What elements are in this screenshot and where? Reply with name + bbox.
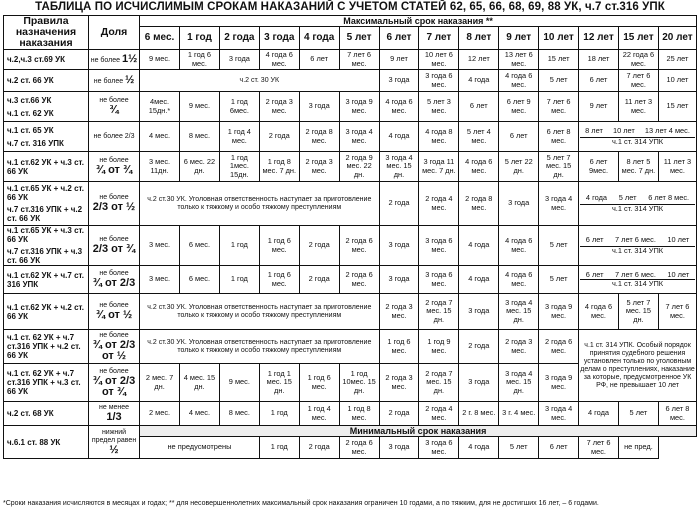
table-cell: 3 года 6 мес. [419, 226, 459, 266]
table-cell: 9 мес. [219, 364, 259, 402]
table-cell: 6 мес. [180, 266, 220, 294]
table-cell: 3 года 6 мес. [419, 266, 459, 294]
table-cell: 3 года 4 мес. [539, 402, 579, 426]
table-cell: 11 лет 3 мес. [618, 92, 658, 122]
table-cell: 6 лет 8 мес. [658, 402, 696, 426]
table-cell: 4 года [459, 70, 499, 92]
table-cell: 6 лет 9 мес. [499, 92, 539, 122]
term-header: 15 лет [618, 27, 658, 50]
table-cell: 1 год 6мес. [219, 92, 259, 122]
table-cell: 4 года 6 мес. [499, 266, 539, 294]
header-max-term: Максимальный срок наказания ** [140, 16, 697, 27]
row-dolya: не более ¾ от 2/3 от ½ [88, 330, 139, 364]
table-cell: 1 год [219, 266, 259, 294]
note-upk: ч.1 ст. 314 УПК [580, 137, 695, 146]
table-cell: 6 мес. [180, 226, 220, 266]
table-cell: 4 мес. [140, 122, 180, 152]
row-article: ч.6.1 ст. 88 УК [4, 426, 89, 459]
table-cell: 25 лет [658, 50, 696, 70]
table-cell: 4 мес. [180, 402, 220, 426]
table-cell: 9 мес. [140, 50, 180, 70]
row-dolya: не более ¾ [88, 92, 139, 122]
term-header: 12 лет [579, 27, 619, 50]
table-cell: 3 года 4 мес. 15 дн. [499, 294, 539, 330]
table-cell: 2 года 3 мес. [379, 364, 419, 402]
table-cell: 9 лет [379, 50, 419, 70]
row-note: ч.2 ст.30 УК. Уголовная ответственность наступает за приготовление только к тяжкому и особо тяжкому преступлениям [140, 330, 379, 364]
table-cell: 3 мес. [140, 226, 180, 266]
table-cell: 2 года 6 мес. [339, 226, 379, 266]
table-cell: 7 лет 6 мес. [339, 50, 379, 70]
table-cell: 3 года [499, 182, 539, 226]
table-row [4, 182, 697, 226]
term-header: 3 года [259, 27, 299, 50]
table-cell: 10 лет [658, 70, 696, 92]
table-cell: 2 года 3 мес. [499, 330, 539, 364]
table-cell-group: 8 лет 10 лет 13 лет 4 мес. ч.1 ст. 314 УПК [579, 122, 697, 152]
table-cell: 4 года [579, 402, 619, 426]
term-header: 20 лет [658, 27, 696, 50]
table-cell: 6 лет [459, 92, 499, 122]
row-dolya: не менее 1/3 [88, 402, 139, 426]
row-article: ч.1 ст.65 УК + ч.3 ст. 66 УК ч.7 ст.316 УПК + ч.3 ст. 66 УК [4, 226, 89, 266]
row-article: ч.1 ст.62 УК + ч.2 ст. 66 УК [4, 294, 89, 330]
row-dolya: не более ¾ от ¾ [88, 152, 139, 182]
header-rules: Правила назначения наказания [4, 16, 89, 50]
table-cell: 4 года 6 мес. [379, 92, 419, 122]
note-upk: ч.1 ст. 314 УПК [580, 246, 695, 255]
table-cell: 4 года 6 мес. [459, 152, 499, 182]
table-row [4, 50, 697, 70]
table-cell: 1 год [219, 226, 259, 266]
term-header: 10 лет [539, 27, 579, 50]
term-header: 7 лет [419, 27, 459, 50]
table-cell: 9 мес. [180, 92, 220, 122]
table-cell: 1 год 6 мес. [259, 226, 299, 266]
table-cell: 4 года 6 мес. [259, 50, 299, 70]
table-cell-group: 6 лет 7 лет 6 мес. 10 лет ч.1 ст. 314 УПК [579, 226, 697, 266]
row-dolya: не более 2/3 от ½ [88, 182, 139, 226]
table-cell: 8 лет 5 мес. 7 дн. [618, 152, 658, 182]
term-header: 6 мес. [140, 27, 180, 50]
row-dolya: не более ¾ от ½ [88, 294, 139, 330]
table-cell: 3 года 4 мес. [539, 182, 579, 226]
table-cell: 3 мес. [140, 266, 180, 294]
table-cell: 3 года [379, 70, 419, 92]
table-cell: 2 года 3 мес. [259, 92, 299, 122]
table-cell: 1 год 6 мес. [180, 50, 220, 70]
table-cell: 1 год [259, 402, 299, 426]
table-cell: 10 лет 6 мес. [419, 50, 459, 70]
table-cell: 2 года 4 мес. [419, 402, 459, 426]
row-article: ч.2 ст. 66 УК [4, 70, 89, 92]
table-cell: 5 лет 7 мес. 15 дн. [539, 152, 579, 182]
row-note: ч.2 ст. 30 УК [140, 70, 379, 92]
row-article: ч.1 ст.62 УК + ч.7 ст. 316 УПК [4, 266, 89, 294]
table-cell: 1 год 8 мес. 7 дн. [259, 152, 299, 182]
row-dolya: не более ½ [88, 70, 139, 92]
row-article: ч.2 ст. 68 УК [4, 402, 89, 426]
row-note: ч.2 ст.30 УК. Уголовная ответственность наступает за приготовление только к тяжкому и особо тяжкому преступлениям [140, 182, 379, 226]
table-cell: 8 мес. [219, 402, 259, 426]
table-cell: 7 лет 6 мес. [618, 70, 658, 92]
row-article: ч.1 ст.62 УК + ч.3 ст. 66 УК [4, 152, 89, 182]
table-row [4, 294, 697, 330]
table-row [4, 70, 697, 92]
table-cell: 4 года 6 мес. [499, 70, 539, 92]
table-cell: 3 мес. 11дн. [140, 152, 180, 182]
table-cell: не пред. [618, 437, 658, 459]
table-cell: 1 год 1мес. 15дн. [219, 152, 259, 182]
table-cell: 4 года [459, 437, 499, 459]
table-cell: 2 года 6 мес. [339, 437, 379, 459]
table-cell: 1 год 8 мес. [339, 402, 379, 426]
table-cell: 3 года [379, 226, 419, 266]
row-article: ч.1 ст. 65 УК ч.7 ст. 316 УПК [4, 122, 89, 152]
table-cell: 2 года 3 мес. [379, 294, 419, 330]
table-cell: 3 года [379, 437, 419, 459]
table-cell: 5 лет 22 дн. [499, 152, 539, 182]
note-upk: ч.1 ст. 314 УПК [580, 279, 695, 288]
table-cell: 4 года [459, 226, 499, 266]
table-cell: 2 года [299, 266, 339, 294]
table-cell: 5 лет [539, 266, 579, 294]
table-cell: 5 лет 3 мес. [419, 92, 459, 122]
table-cell: 5 лет [618, 402, 658, 426]
table-cell: 1 год 4 мес. [219, 122, 259, 152]
term-header: 5 лет [339, 27, 379, 50]
row-article: ч.3 ст.66 УК ч.1 ст. 62 УК [4, 92, 89, 122]
table-cell: 1 год 10мес. 15 дн. [339, 364, 379, 402]
row-article: ч.1 ст.65 УК + ч.2 ст. 66 УК ч.7 ст.316 УПК + ч.2 ст. 66 УК [4, 182, 89, 226]
table-cell: 4 года 8 мес. [419, 122, 459, 152]
table-cell: 4 года [459, 266, 499, 294]
footnote: *Сроки наказания исчисляются в месяцах и годах; ** для несовершеннолетних максимальный срок наказания ограничен 10 годами, а по тяжким, для не достигших 16 лет, – 6 годами. [3, 500, 599, 507]
note-upk: ч.1 ст. 314 УПК [580, 204, 695, 213]
table-cell: 15 лет [539, 50, 579, 70]
table-cell: 1 год 6 мес. [379, 330, 419, 364]
header-min-term: Минимальный срок наказания [140, 426, 697, 437]
table-cell: 1 год 6 мес. [259, 266, 299, 294]
row-article: ч.1 ст. 62 УК + ч.7 ст.316 УПК + ч.3 ст. 66 УК [4, 364, 89, 402]
table-cell: 3 года 6 мес. [419, 70, 459, 92]
table-cell: 4 года 6 мес. [499, 226, 539, 266]
table-cell: 6 лет 9мес. [579, 152, 619, 182]
table-cell: 5 лет [539, 70, 579, 92]
table-cell: 2 мес. [140, 402, 180, 426]
row-note: ч.2 ст.30 УК. Уголовная ответственность наступает за приготовление только к тяжкому и особо тяжкому преступлениям [140, 294, 379, 330]
row-article: ч.2,ч.3 ст.69 УК [4, 50, 89, 70]
row-dolya: не более 1½ [88, 50, 139, 70]
table-cell: 1 год 9 мес. [419, 330, 459, 364]
table-row [4, 266, 697, 294]
table-cell: 15 лет [658, 92, 696, 122]
table-cell: 5 лет 4 мес. [459, 122, 499, 152]
table-cell: 4 года [379, 122, 419, 152]
table-cell: 6 лет 8 мес. [539, 122, 579, 152]
table-cell-group: 6 лет 7 лет 6 мес. 10 лет ч.1 ст. 314 УПК [579, 266, 697, 294]
table-row [4, 92, 697, 122]
table-cell: 3 года 9 мес. [539, 364, 579, 402]
table-cell: 2 года 6 мес. [539, 330, 579, 364]
table-cell: 2 года 3 мес. [299, 152, 339, 182]
page-title: ТАБЛИЦА ПО ИСЧИСЛИМЫМ СРОКАМ НАКАЗАНИЙ С УЧЕТОМ СТАТЕЙ 62, 65, 66, 68, 69, 88 УК, ч.7 ст.316 УПК [35, 1, 665, 13]
term-header: 1 год [180, 27, 220, 50]
table-cell: 3 года 6 мес. [419, 437, 459, 459]
table-cell: 3 года 4 мес. 15 дн. [379, 152, 419, 182]
table-cell: 3 года 9 мес. [539, 294, 579, 330]
table-row [4, 122, 697, 152]
table-cell: 3 года [459, 294, 499, 330]
row-dolya: не более ¾ от 2/3 от ¾ [88, 364, 139, 402]
table-row [4, 330, 697, 364]
table-cell: 11 лет 3 мес. [658, 152, 696, 182]
penalty-table [3, 15, 697, 459]
table-cell: 2 года 4 мес. [419, 182, 459, 226]
table-cell: 6 лет [299, 50, 339, 70]
table-cell: 4 мес. 15 дн. [180, 364, 220, 402]
table-cell: 3 года 4 мес. 15 дн. [499, 364, 539, 402]
table-cell: 5 лет [539, 226, 579, 266]
table-cell: 3 года [299, 92, 339, 122]
row-dolya: нижний предел равен ½ [88, 426, 139, 459]
table-cell: 2 года [459, 330, 499, 364]
table-cell: 9 лет [579, 92, 619, 122]
table-cell: 2 года 6 мес. [339, 266, 379, 294]
table-cell: 2 года 8 мес. [459, 182, 499, 226]
table-cell-group: 4 года 5 лет 6 лет 8 мес. ч.1 ст. 314 УПК [579, 182, 697, 226]
term-header: 6 лет [379, 27, 419, 50]
table-cell: 2 г. 8 мес. [459, 402, 499, 426]
table-cell: 2 мес. 7 дн. [140, 364, 180, 402]
table-cell: 2 года [379, 182, 419, 226]
table-cell: 6 мес. 22 дн. [180, 152, 220, 182]
term-header: 4 года [299, 27, 339, 50]
row-dolya: не более ¾ от 2/3 [88, 266, 139, 294]
table-cell: 2 года [299, 437, 339, 459]
table-cell: 1 год 6 мес. [299, 364, 339, 402]
table-cell: 2 года [379, 402, 419, 426]
row-dolya: не более 2/3 [88, 122, 139, 152]
table-cell: 3 года 11 мес. 7 дн. [419, 152, 459, 182]
table-cell: 7 лет 6 мес. [658, 294, 696, 330]
table-cell: 3 года 4 мес. [339, 122, 379, 152]
row-article: ч.1 ст. 62 УК + ч.7 ст.316 УПК + ч.2 ст. 66 УК [4, 330, 89, 364]
table-cell: 6 лет [499, 122, 539, 152]
note-314: ч.1 ст. 314 УПК. Особый порядок принятия судебного решения установлен только по уголовным делам о преступлениях, наказание за которые, предусмотренное УК РФ, не превышает 10 лет [579, 330, 697, 402]
term-header: 8 лет [459, 27, 499, 50]
term-header: 2 года [219, 27, 259, 50]
table-cell: 3 года [379, 266, 419, 294]
table-cell: 7 лет 6 мес. [539, 92, 579, 122]
table-row [4, 402, 697, 426]
table-cell: 4мес. 15дн.* [140, 92, 180, 122]
table-cell: 4 года 6 мес. [579, 294, 619, 330]
table-cell: 22 года 6 мес. [618, 50, 658, 70]
header-dolya: Доля [88, 16, 139, 50]
table-cell: 2 года [299, 226, 339, 266]
table-cell: 1 год [259, 437, 299, 459]
table-cell: 2 года 7 мес. 15 дн. [419, 294, 459, 330]
table-row [4, 152, 697, 182]
table-row [4, 226, 697, 266]
table-cell: 5 лет 7 мес. 15 дн. [618, 294, 658, 330]
table-cell: 1 год 4 мес. [299, 402, 339, 426]
table-cell: 3 года [219, 50, 259, 70]
table-cell: 2 года 9 мес. 22 дн. [339, 152, 379, 182]
row-dolya: не более 2/3 от ¾ [88, 226, 139, 266]
table-cell: 2 года 8 мес. [299, 122, 339, 152]
table-cell: 6 лет [579, 70, 619, 92]
table-cell: 13 лет 6 мес. [499, 50, 539, 70]
table-cell: 8 мес. [180, 122, 220, 152]
table-cell: не предусмотрены [140, 437, 260, 459]
table-cell: 3 года 9 мес. [339, 92, 379, 122]
table-cell: 2 года [259, 122, 299, 152]
table-cell: 6 лет [539, 437, 579, 459]
table-cell: 18 лет [579, 50, 619, 70]
table-cell: 2 года 7 мес. 15 дн. [419, 364, 459, 402]
table-cell: 5 лет [499, 437, 539, 459]
term-header: 9 лет [499, 27, 539, 50]
table-cell: 7 лет 6 мес. [579, 437, 619, 459]
table-cell: 3 г. 4 мес. [499, 402, 539, 426]
table-cell: 1 год 1 мес. 15 дн. [259, 364, 299, 402]
table-cell: 3 года [459, 364, 499, 402]
table-cell: 12 лет [459, 50, 499, 70]
